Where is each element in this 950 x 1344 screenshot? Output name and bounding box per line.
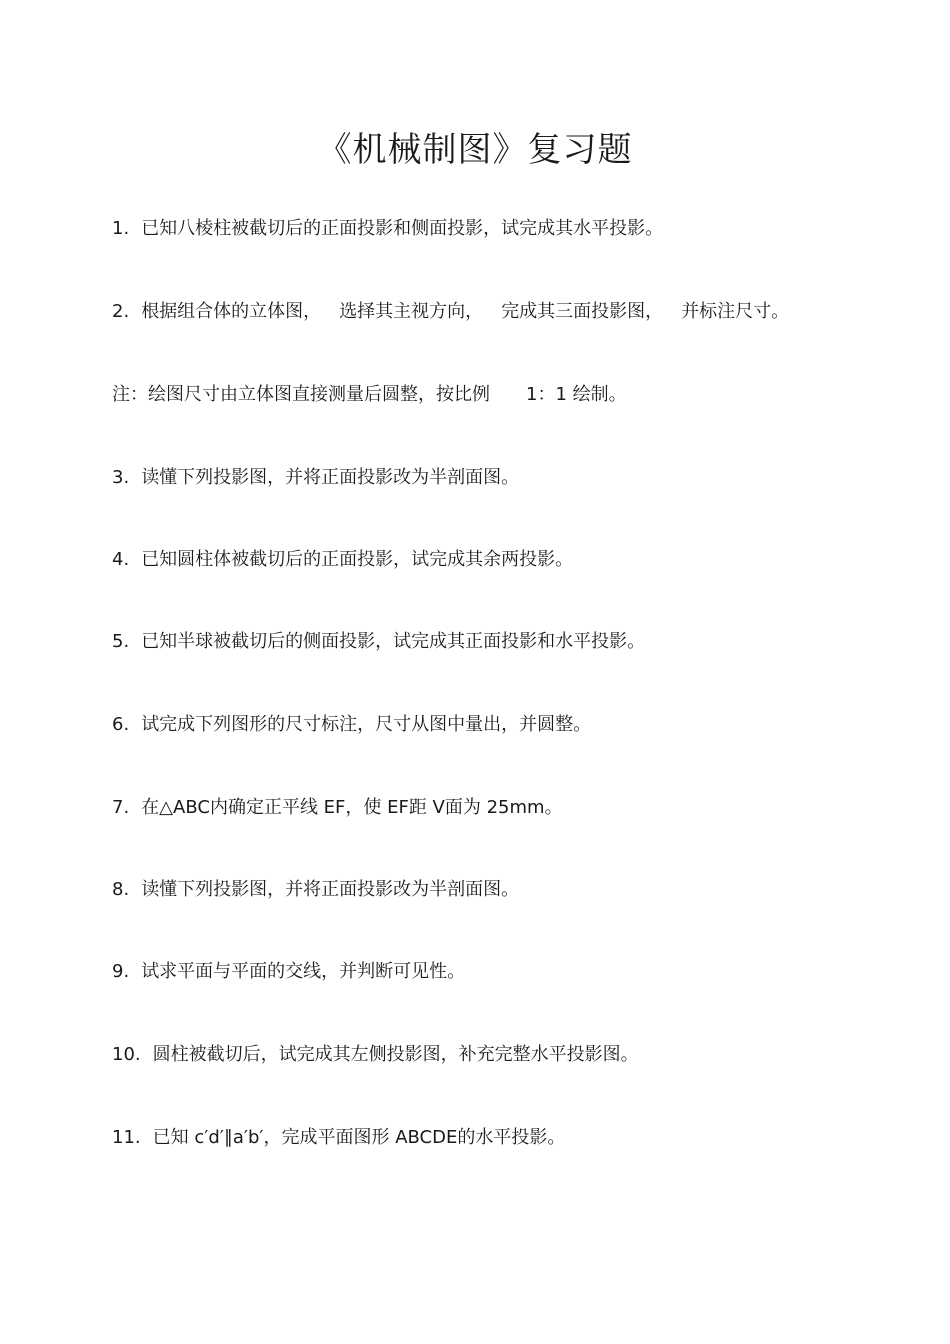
question-text: 圆柱被截切后，试完成其左侧投影图，补充完整水平投影图。 — [152, 1044, 639, 1065]
question-text: 试求平面与平面的交线，并判断可见性。 — [141, 961, 466, 982]
note-text-part: 注：绘图尺寸由立体图直接测量后圆整，按比例 — [112, 384, 490, 405]
question-3 — [112, 464, 519, 492]
question-number: 7. — [112, 797, 130, 818]
question-text-part: 根据组合体的立体图， — [141, 301, 322, 322]
question-number: 11. — [112, 1127, 141, 1148]
question-2 — [112, 298, 789, 326]
question-text-part: 并标注尺寸。 — [681, 301, 790, 322]
question-text-part: 选择其主视方向， — [339, 301, 484, 322]
question-6 — [112, 711, 591, 739]
question-5 — [112, 628, 645, 656]
question-8 — [112, 876, 519, 904]
question-7 — [112, 794, 563, 822]
note — [112, 381, 627, 409]
question-number: 5. — [112, 631, 130, 652]
question-number: 2. — [112, 301, 130, 322]
question-11 — [112, 1124, 565, 1152]
question-text: 已知半球被截切后的侧面投影，试完成其正面投影和水平投影。 — [141, 631, 646, 652]
question-number: 8. — [112, 879, 130, 900]
question-number: 6. — [112, 714, 130, 735]
question-number: 1. — [112, 218, 130, 239]
question-text: 读懂下列投影图，并将正面投影改为半剖面图。 — [141, 467, 520, 488]
question-9 — [112, 958, 465, 986]
question-1 — [112, 215, 663, 243]
question-10 — [112, 1041, 639, 1069]
question-text: 在△ABC内确定正平线 EF，使 EF距 V面为 25mm。 — [141, 797, 563, 818]
question-text: 读懂下列投影图，并将正面投影改为半剖面图。 — [141, 879, 520, 900]
question-number: 10. — [112, 1044, 141, 1065]
question-text: 已知圆柱体被截切后的正面投影，试完成其余两投影。 — [141, 549, 574, 570]
question-number: 9. — [112, 961, 130, 982]
question-number: 4. — [112, 549, 130, 570]
question-text: 试完成下列图形的尺寸标注，尺寸从图中量出，并圆整。 — [141, 714, 592, 735]
question-text: 已知八棱柱被截切后的正面投影和侧面投影，试完成其水平投影。 — [141, 218, 664, 239]
page-title: 《机械制图》复习题 — [317, 130, 633, 170]
note-text-part: 1：1 绘制。 — [526, 384, 627, 405]
question-text: 已知 c′d′∥a′b′，完成平面图形 ABCDE的水平投影。 — [152, 1127, 566, 1148]
question-number: 3. — [112, 467, 130, 488]
question-text-part: 完成其三面投影图， — [501, 301, 664, 322]
question-4 — [112, 546, 573, 574]
